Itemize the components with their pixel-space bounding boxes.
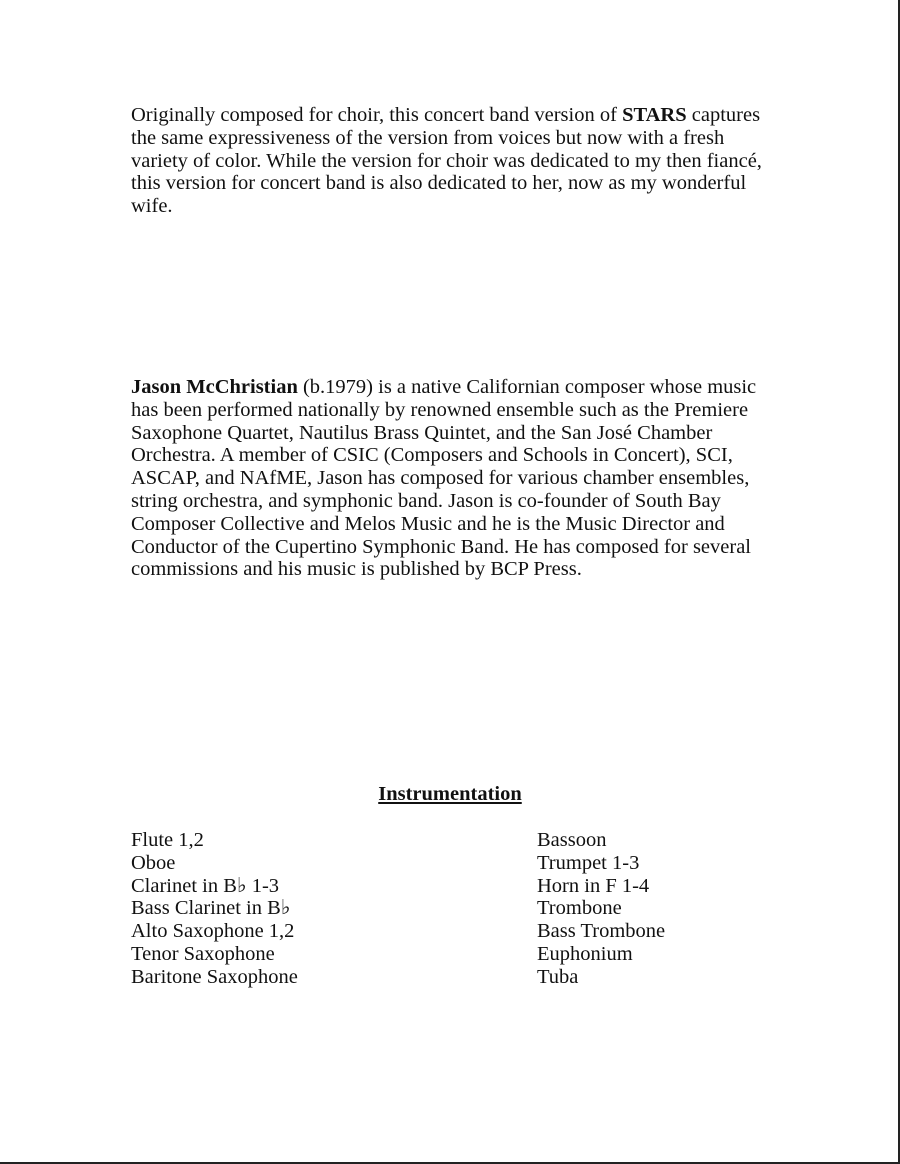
instrument-item: Tuba bbox=[537, 965, 579, 988]
instrument-item: Clarinet in B♭ 1-3 bbox=[131, 874, 280, 897]
instrument-item: Bassoon bbox=[537, 829, 607, 851]
instrument-item: Bass Trombone bbox=[537, 920, 666, 943]
instrument-list-right bbox=[537, 829, 837, 989]
intro-paragraph bbox=[131, 104, 781, 218]
piece-title: STARS bbox=[622, 104, 687, 126]
instrument-item: Flute 1,2 bbox=[131, 829, 204, 851]
instrument-item: Horn in F 1-4 bbox=[537, 874, 650, 897]
instrument-item: Trombone bbox=[537, 897, 622, 920]
instrument-item: Baritone Saxophone bbox=[131, 965, 298, 988]
composer-bio bbox=[131, 376, 781, 581]
instrument-list-left bbox=[131, 829, 511, 989]
intro-text-after: captures the same expressiveness of the version from voices but now with a fresh variety of color. While the version for choir was dedicated to my then fiancé, this version for concert band is also dedicated to her, now as my wonderful wife. bbox=[131, 104, 762, 218]
instrument-item: Trumpet 1-3 bbox=[537, 851, 640, 874]
instrument-item: Tenor Saxophone bbox=[131, 942, 275, 965]
instrument-item: Euphonium bbox=[537, 942, 633, 965]
composer-name: Jason McChristian bbox=[131, 376, 298, 398]
instrumentation-heading: Instrumentation bbox=[378, 783, 522, 805]
instrument-item: Alto Saxophone 1,2 bbox=[131, 920, 295, 943]
intro-text-before: Originally composed for choir, this concert band version of bbox=[131, 104, 623, 126]
instrument-item: Bass Clarinet in B♭ bbox=[131, 897, 291, 920]
instrument-item: Oboe bbox=[131, 851, 176, 874]
composer-bio-text: (b.1979) is a native Californian composer whose music has been performed nationally by renowned ensemble such as the Premiere Saxophone Quartet, Nautilus Brass Quintet, and the San José Chamber Orchestra. A member of CSIC (Composers and Schools in Concert), SCI, ASCAP, and NAfME, Jason has composed for various chamber ensembles, string orchestra, and symphonic band. Jason is co-founder of South Bay Composer Collective and Melos Music and he is the Music Director and Conductor of the Cupertino Symphonic Band. He has composed for several commissions and his music is published by BCP Press. bbox=[131, 376, 757, 581]
